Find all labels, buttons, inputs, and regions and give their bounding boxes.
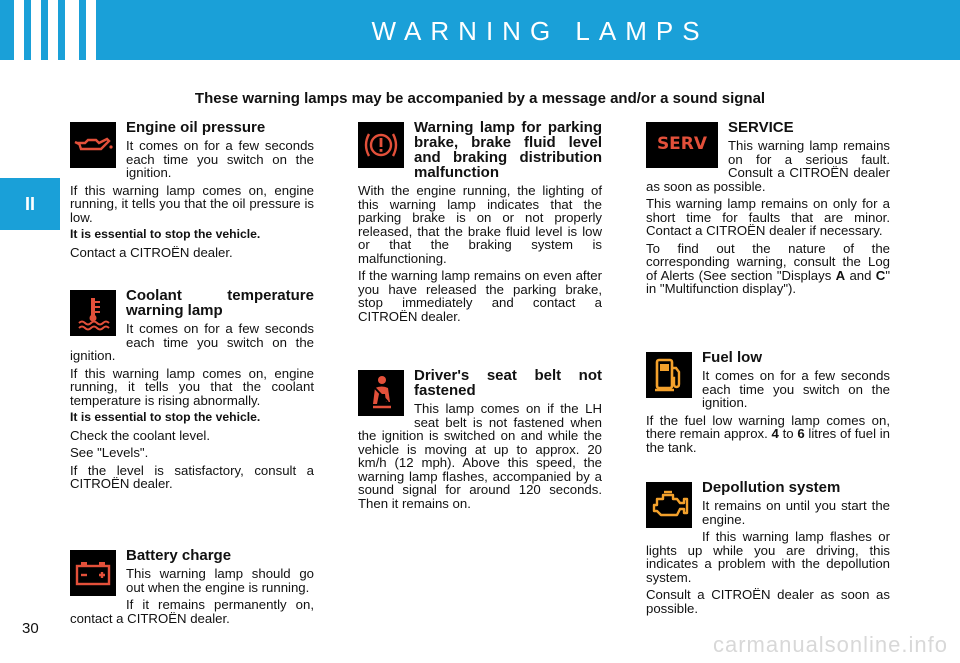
depollution-title: Depollution system xyxy=(702,479,841,496)
service-icon-text: SERV xyxy=(656,134,708,155)
service-text-2: This warning lamp remains on only for a short time for faults that are minor. Contact a CITROËN dealer if necessary. xyxy=(646,196,890,238)
brake-text-2: If the warning lamp remains on even after you have released the parking brake, stop immediately and contact a CITROËN dealer. xyxy=(358,268,602,324)
service-text-3: To find out the nature of the corresponding warning, consult the Log of Alerts (See section "Displays A and C" in "Multifunction display"). xyxy=(646,240,890,296)
section-battery xyxy=(70,548,314,629)
fuel-title: Fuel low xyxy=(702,349,762,366)
section-service xyxy=(646,120,890,300)
coolant-title: Coolant temperature warning lamp xyxy=(126,287,314,319)
brake-text-1: With the engine running, the lighting of this warning lamp indicates that the parking brake is on or not properly released, that the brake fluid level is low or that the braking system is malfunctioning. xyxy=(358,183,602,266)
engine-icon xyxy=(646,482,692,528)
coolant-text-1: It comes on for a few seconds each time you switch on the ignition. xyxy=(70,321,314,363)
section-seatbelt xyxy=(358,368,602,514)
service-text-1: This warning lamp remains on for a serious fault. Consult a CITROËN dealer as soon as possible. xyxy=(646,138,890,194)
seatbelt-title: Driver's seat belt not fastened xyxy=(414,367,602,399)
page-title: WARNING LAMPS xyxy=(371,16,709,46)
oil-text-1: It comes on for a few seconds each time you switch on the ignition. xyxy=(126,138,314,180)
oil-text-3: It is essential to stop the vehicle. xyxy=(70,227,261,241)
chapter-tab: II xyxy=(0,178,60,230)
battery-text-2: If it remains permanently on, contact a CITROËN dealer. xyxy=(70,597,314,626)
battery-title: Battery charge xyxy=(126,547,232,564)
fuel-text-2: If the fuel low warning lamp comes on, there remain approx. 4 to 6 litres of fuel in the tank. xyxy=(646,412,890,455)
seatbelt-text-1: This lamp comes on if the LH seat belt is not fastened when the ignition is switched on and while the vehicle is moving at up to approx. 20 km/h (12 mph). Above this speed, the warning lamp flashes, accompanied by a sound signal for around 120 seconds. Then it remains on. xyxy=(358,401,602,511)
coolant-text-5: See "Levels". xyxy=(70,445,149,460)
brake-title: Warning lamp for parking brake, brake fluid level and braking distribution malfunction xyxy=(414,119,602,181)
battery-text-1: This warning lamp should go out when the engine is running. xyxy=(126,566,314,595)
section-fuel xyxy=(646,350,890,458)
depollution-text-3: Consult a CITROËN dealer as soon as possible. xyxy=(646,587,890,616)
brake-warning-icon xyxy=(358,122,404,168)
fuel-text-1: It comes on for a few seconds each time you switch on the ignition. xyxy=(702,368,890,410)
oil-title: Engine oil pressure xyxy=(126,119,266,136)
section-depollution xyxy=(646,480,890,619)
coolant-text-2: If this warning lamp comes on, engine running, it tells you that the coolant temperature is rising abnormally. xyxy=(70,365,314,408)
seatbelt-icon xyxy=(358,370,404,416)
coolant-text-6: If the level is satisfactory, consult a CITROËN dealer. xyxy=(70,462,314,491)
oil-text-2: If this warning lamp comes on, engine running, it tells you that the oil pressure is low. xyxy=(70,182,314,225)
service-icon xyxy=(646,122,718,168)
battery-icon xyxy=(70,550,116,596)
coolant-text-3: It is essential to stop the vehicle. xyxy=(70,410,261,424)
coolant-thermometer-icon xyxy=(70,290,116,336)
page-header xyxy=(0,0,960,60)
header-stripes xyxy=(14,0,96,60)
section-brake xyxy=(358,120,602,327)
oil-text-4: Contact a CITROËN dealer. xyxy=(70,244,233,260)
fuel-pump-icon xyxy=(646,352,692,398)
coolant-text-4: Check the coolant level. xyxy=(70,427,211,443)
section-oil-pressure xyxy=(70,120,314,263)
page-number: 30 xyxy=(22,620,39,637)
service-title: SERVICE xyxy=(728,119,794,136)
depollution-text-1: It remains on until you start the engine. xyxy=(702,498,890,527)
oil-can-icon xyxy=(70,122,116,168)
depollution-text-2: If this warning lamp flashes or lights up while you are driving, this indicates a problem with the depollution system. xyxy=(646,529,890,585)
page-subtitle: These warning lamps may be accompanied by a message and/or a sound signal xyxy=(194,90,766,107)
watermark: carmanualsonline.info xyxy=(712,632,948,657)
section-coolant xyxy=(70,288,314,495)
